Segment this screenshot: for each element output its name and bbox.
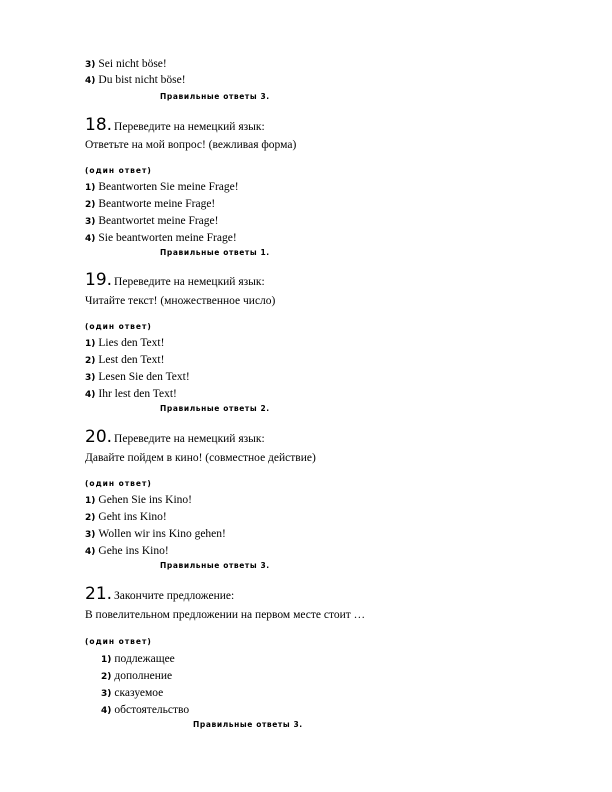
q18-option-1: [85, 180, 239, 195]
q17-option-4: [85, 73, 186, 88]
option-number: 1): [85, 496, 96, 506]
option-number: 4): [85, 76, 96, 86]
q20-option-1: [85, 493, 192, 508]
question-instruction: Закончите предложение:: [114, 590, 235, 602]
q21-heading: [85, 584, 234, 604]
option-number: 3): [85, 530, 96, 540]
option-number: 1): [85, 339, 96, 349]
option-text: Beantwortet meine Frage!: [98, 215, 219, 227]
option-number: 3): [85, 217, 96, 227]
q20-option-3: [85, 527, 226, 542]
q21-option-4: [101, 703, 189, 718]
option-text: Lesen Sie den Text!: [98, 371, 190, 383]
q21-option-3: [101, 686, 163, 701]
q21-answer-mode: (один ответ): [85, 637, 152, 646]
option-number: 1): [85, 183, 96, 193]
question-instruction: Переведите на немецкий язык:: [114, 121, 265, 133]
q19-heading: [85, 270, 265, 290]
q17-option-3: [85, 57, 167, 72]
option-number: 4): [101, 706, 112, 716]
q20-correct-answer: Правильные ответы 3.: [160, 561, 270, 570]
q19-option-3: [85, 370, 190, 385]
option-text: Lies den Text!: [98, 337, 165, 349]
q19-prompt: Читайте текст! (множественное число): [85, 295, 276, 307]
q18-option-4: [85, 231, 237, 246]
q20-heading: [85, 427, 265, 447]
q19-option-1: [85, 336, 164, 351]
q20-option-4: [85, 544, 169, 559]
q18-correct-answer: Правильные ответы 1.: [160, 248, 270, 257]
question-number: 19.: [85, 270, 113, 290]
q18-option-2: [85, 197, 215, 212]
q18-answer-mode: (один ответ): [85, 166, 152, 175]
option-text: Geht ins Kino!: [98, 511, 167, 523]
question-instruction: Переведите на немецкий язык:: [114, 276, 265, 288]
option-number: 4): [85, 547, 96, 557]
option-number: 2): [85, 513, 96, 523]
q20-option-2: [85, 510, 167, 525]
q18-prompt: Ответьте на мой вопрос! (вежливая форма): [85, 139, 297, 151]
option-number: 1): [101, 655, 112, 665]
q21-prompt: В повелительном предложении на первом месте стоит …: [85, 609, 366, 621]
option-text: Sei nicht böse!: [98, 58, 167, 70]
q19-option-2: [85, 353, 164, 368]
option-number: 2): [85, 356, 96, 366]
option-text: сказуемое: [114, 687, 164, 699]
q20-answer-mode: (один ответ): [85, 479, 152, 488]
q20-prompt: Давайте пойдем в кино! (совместное действие): [85, 452, 316, 464]
option-text: Du bist nicht böse!: [98, 74, 186, 86]
q21-correct-answer: Правильные ответы 3.: [193, 720, 303, 729]
option-text: Beantworte meine Frage!: [98, 198, 216, 210]
question-number: 21.: [85, 584, 113, 604]
q19-answer-mode: (один ответ): [85, 322, 152, 331]
option-text: Beantworten Sie meine Frage!: [98, 181, 239, 193]
q18-heading: [85, 115, 265, 135]
question-instruction: Переведите на немецкий язык:: [114, 433, 265, 445]
option-number: 3): [85, 60, 96, 70]
option-number: 3): [101, 689, 112, 699]
q18-option-3: [85, 214, 218, 229]
option-text: обстоятельство: [114, 704, 190, 716]
option-text: подлежащее: [114, 653, 175, 665]
option-text: Gehe ins Kino!: [98, 545, 169, 557]
q19-option-4: [85, 387, 177, 402]
option-number: 2): [85, 200, 96, 210]
q19-correct-answer: Правильные ответы 2.: [160, 404, 270, 413]
option-text: дополнение: [114, 670, 173, 682]
option-number: 4): [85, 234, 96, 244]
option-number: 2): [101, 672, 112, 682]
question-number: 20.: [85, 427, 113, 447]
option-number: 3): [85, 373, 96, 383]
option-text: Wollen wir ins Kino gehen!: [98, 528, 226, 540]
question-number: 18.: [85, 115, 113, 135]
q21-option-2: [101, 669, 172, 684]
option-text: Sie beantworten meine Frage!: [98, 232, 237, 244]
option-text: Gehen Sie ins Kino!: [98, 494, 192, 506]
q21-option-1: [101, 652, 175, 667]
option-text: Lest den Text!: [98, 354, 165, 366]
option-number: 4): [85, 390, 96, 400]
option-text: Ihr lest den Text!: [98, 388, 177, 400]
q17-correct-answer: Правильные ответы 3.: [160, 92, 270, 101]
